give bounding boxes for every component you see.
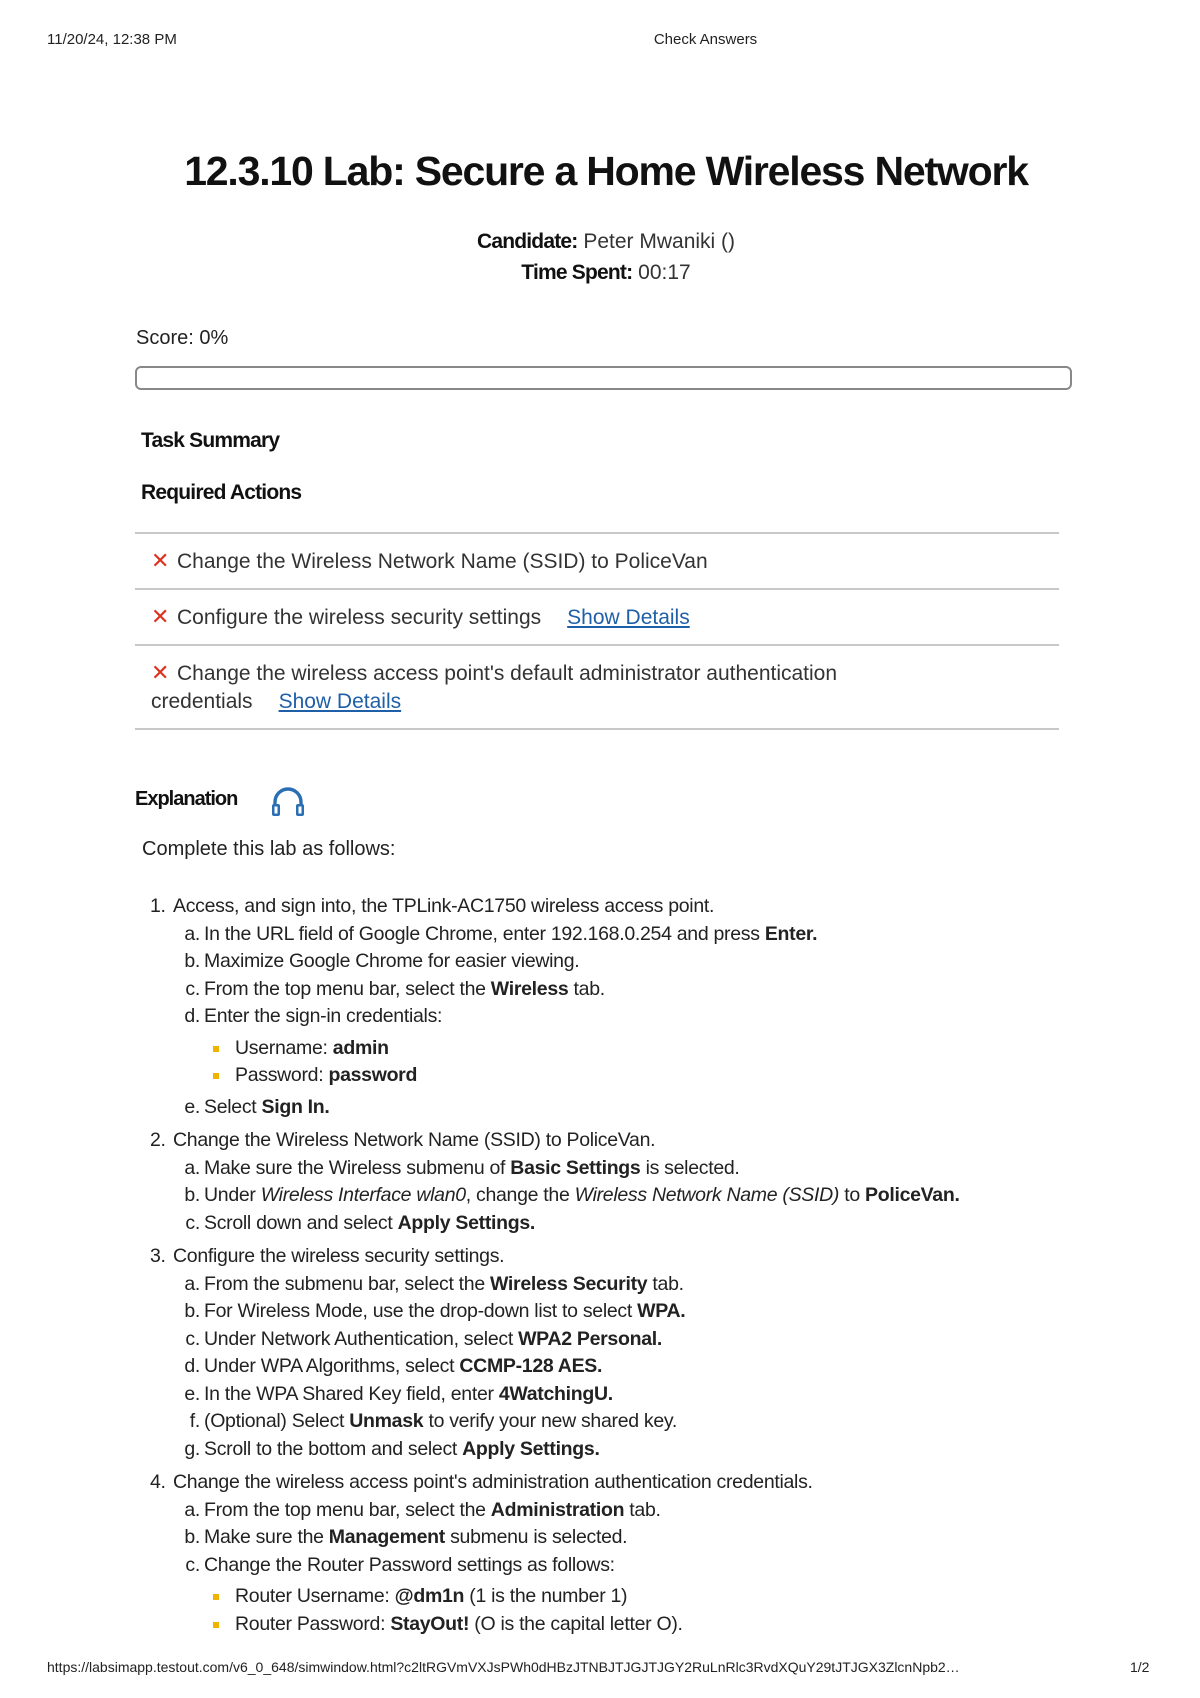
sub-step-item [0,948,1200,976]
sub-step-text [204,1497,661,1525]
step-text-part: Password: [235,1064,329,1086]
step-text-part: Under [204,1184,261,1206]
time-spent-line [0,261,1200,285]
sub-step-text [204,1408,677,1436]
step-text-part: CCMP-128 AES. [459,1355,603,1377]
step-text-part: Wireless Security [490,1272,648,1295]
step-text-part: Basic Settings [510,1156,641,1179]
sub-step-item [0,1524,1200,1552]
sub-step-item [0,1003,1200,1031]
sub-step-letter: a. [184,1498,200,1521]
sub-step-text [204,1353,602,1381]
step-text-part: Apply Settings. [462,1437,600,1460]
step-text-part: (O is the capital letter O). [469,1612,683,1635]
required-actions-heading: Required Actions [141,481,302,504]
step-text-part: to verify your new shared key. [423,1410,678,1432]
sub-step-item [0,976,1200,1004]
sub-step-item [0,1094,1200,1122]
score-text: Score: 0% [136,327,229,349]
bullet-item [0,1611,1200,1639]
explanation-steps [0,893,1200,1648]
step-text-part: tab. [624,1498,661,1521]
sub-step-item [0,1298,1200,1326]
sub-step-letter: d. [184,1005,200,1027]
sub-step-text [204,1182,960,1210]
sub-step-letter: c. [185,1553,200,1576]
step-text-part: In the URL field of Google Chrome, enter 192.168.0.254 and press [204,922,765,945]
sub-step-letter: e. [184,1095,200,1118]
score-progress-bar [135,366,1072,390]
sub-step-letter: c. [185,1327,200,1350]
sub-step-text [204,1326,662,1354]
sub-step-letter: c. [185,977,200,1000]
action-text: Change the Wireless Network Name (SSID) to PoliceVan [177,550,708,573]
sub-step-letter: e. [184,1382,200,1405]
required-actions-list [135,532,1059,730]
candidate-line [0,230,1200,254]
step-text-part: Enter the sign-in credentials: [204,1005,443,1027]
print-page-title: Check Answers [653,31,758,48]
sub-step-item [0,1552,1200,1580]
step-text-part: In the WPA Shared Key field, enter [204,1382,499,1405]
print-page-number: 1/2 [1130,1659,1150,1675]
step-text-part: WPA. [637,1300,686,1322]
sub-step-text [204,1381,613,1409]
sub-step-text [204,1003,442,1031]
action-text-continued: credentials [151,690,253,713]
step-text: Change the wireless access point's administration authentication credentials. [173,1471,813,1493]
explanation-intro: Complete this lab as follows: [142,838,396,860]
sub-step-letter: b. [184,950,200,972]
bullet-marker [213,1594,219,1600]
step-text-part: password [328,1064,418,1086]
step-text-part: Administration [490,1498,625,1521]
step-text: Access, and sign into, the TPLink-AC1750 wireless access point. [173,895,715,917]
step-text-part: Select [204,1095,262,1118]
step-text: Change the Wireless Network Name (SSID) to PoliceVan. [173,1129,656,1151]
step-text-part: , change the [465,1184,575,1206]
step-text-part: PoliceVan. [865,1184,960,1206]
step-text-part: WPA2 Personal. [518,1327,662,1350]
show-details-link[interactable]: Show Details [567,606,690,629]
bullet-marker [213,1622,219,1628]
step-number: 1. [150,895,166,917]
step-text-part: @dm1n [394,1585,465,1607]
time-spent-label: Time Spent: [521,261,633,284]
sub-step-text [204,1436,600,1464]
step-text-part: (Optional) Select [204,1410,350,1432]
step-text-part: Make sure the Wireless submenu of [204,1156,511,1179]
sub-step-item [0,1182,1200,1210]
sub-step-letter: a. [184,922,200,945]
sub-step-text [204,1210,535,1238]
sub-step-text [204,976,605,1004]
step-text-part: Under Network Authentication, select [204,1327,519,1350]
sub-step-letter: b. [184,1300,200,1322]
sub-step-letter: d. [184,1355,200,1377]
bullet-marker [213,1073,219,1079]
sub-step-letter: a. [184,1272,200,1295]
step-text-part: tab. [647,1272,684,1295]
action-row [135,646,1059,730]
sub-step-item [0,1210,1200,1238]
step-number: 3. [150,1245,166,1267]
bullet-text [235,1062,417,1090]
sub-step-item [0,921,1200,949]
sub-step-text [204,948,579,976]
sub-step-letter: a. [184,1156,200,1179]
sub-step-text [204,1524,627,1552]
task-summary-heading: Task Summary [141,429,280,452]
sub-step-item [0,1353,1200,1381]
step-text-part: (1 is the number 1) [464,1585,628,1607]
show-details-link[interactable]: Show Details [278,690,402,713]
print-url: https://labsimapp.testout.com/v6_0_648/simwindow.html?c2ltRGVmVXJsPWh0dHBzJTNBJTJGJTJGY2RuLnRlc3RvdXQuY29tJTJGX3ZlcnNpb2… [47,1659,960,1675]
step-item [0,893,1200,921]
bullet-item [0,1062,1200,1090]
step-text-part: For Wireless Mode, use the drop-down list to select [204,1300,638,1322]
step-item [0,1243,1200,1271]
sub-step-item [0,1326,1200,1354]
step-text-part: Under WPA Algorithms, select [204,1355,460,1377]
step-text-part: StayOut! [390,1612,470,1635]
bullet-marker [213,1046,219,1052]
step-text-part: tab. [568,977,605,1000]
headset-icon[interactable] [270,786,306,818]
sub-step-text [204,1552,615,1580]
explanation-heading: Explanation [135,788,238,810]
sub-step-letter: b. [184,1184,200,1206]
step-text-part: submenu is selected. [444,1526,628,1548]
bullet-item [0,1035,1200,1063]
sub-step-item [0,1408,1200,1436]
sub-step-text [204,1298,685,1326]
step-text-part: Router Password: [235,1612,391,1635]
action-text: Configure the wireless security settings [177,606,542,629]
step-text-part: to [839,1184,866,1206]
step-text-part: Scroll down and select [204,1211,398,1234]
sub-step-text [204,1271,684,1299]
fail-x-icon: ✕ [151,604,170,629]
sub-step-letter: c. [185,1211,200,1234]
sub-step-letter: b. [184,1526,200,1548]
step-text-part: Make sure the [204,1526,329,1548]
step-text-part: Wireless Network Name (SSID) [574,1184,840,1206]
action-text: Change the wireless access point's default administrator authentication [177,662,838,685]
step-text-part: Change the Router Password settings as follows: [204,1553,615,1576]
bullet-text [235,1035,389,1063]
step-text-part: admin [332,1036,389,1059]
step-text-part: Username: [235,1036,333,1059]
step-text-part: Scroll to the bottom and select [204,1437,463,1460]
step-text-part: Enter. [764,922,818,945]
bullet-item [0,1583,1200,1611]
step-text-part: From the submenu bar, select the [204,1272,490,1295]
step-text-part: Maximize Google Chrome for easier viewing. [204,950,580,972]
bullet-text [235,1583,627,1611]
step-text-part: Router Username: [235,1585,395,1607]
step-text-part: Wireless [490,977,569,1000]
step-text: Configure the wireless security settings. [173,1245,505,1267]
sub-step-text [204,921,817,949]
step-text-part: Unmask [349,1410,424,1432]
step-text-part: 4WatchingU. [498,1382,613,1405]
candidate-value: Peter Mwaniki () [583,230,736,253]
step-text-part: Apply Settings. [397,1211,536,1234]
step-number: 2. [150,1129,166,1151]
step-text-part: is selected. [640,1156,740,1179]
sub-step-item [0,1436,1200,1464]
action-row [135,590,1059,646]
sub-step-text [204,1155,740,1183]
step-item [0,1127,1200,1155]
sub-step-letter: g. [184,1437,200,1460]
sub-step-text [204,1094,330,1122]
sub-step-item [0,1271,1200,1299]
step-item [0,1469,1200,1497]
step-text-part: Management [328,1526,445,1548]
sub-step-item [0,1381,1200,1409]
action-row [135,534,1059,590]
step-text-part: From the top menu bar, select the [204,977,491,1000]
fail-x-icon: ✕ [151,548,170,573]
step-text-part: Sign In. [261,1095,330,1118]
fail-x-icon: ✕ [151,660,170,685]
step-number: 4. [150,1471,166,1493]
time-spent-value: 00:17 [638,261,691,284]
bullet-text [235,1611,683,1639]
sub-step-item [0,1155,1200,1183]
candidate-label: Candidate: [476,230,578,253]
step-text-part: From the top menu bar, select the [204,1498,491,1521]
sub-step-letter: f. [189,1410,200,1432]
sub-step-item [0,1497,1200,1525]
print-datetime: 11/20/24, 12:38 PM [47,31,177,48]
step-text-part: Wireless Interface wlan0 [260,1184,466,1206]
page-title: 12.3.10 Lab: Secure a Home Wireless Network [184,148,1028,194]
